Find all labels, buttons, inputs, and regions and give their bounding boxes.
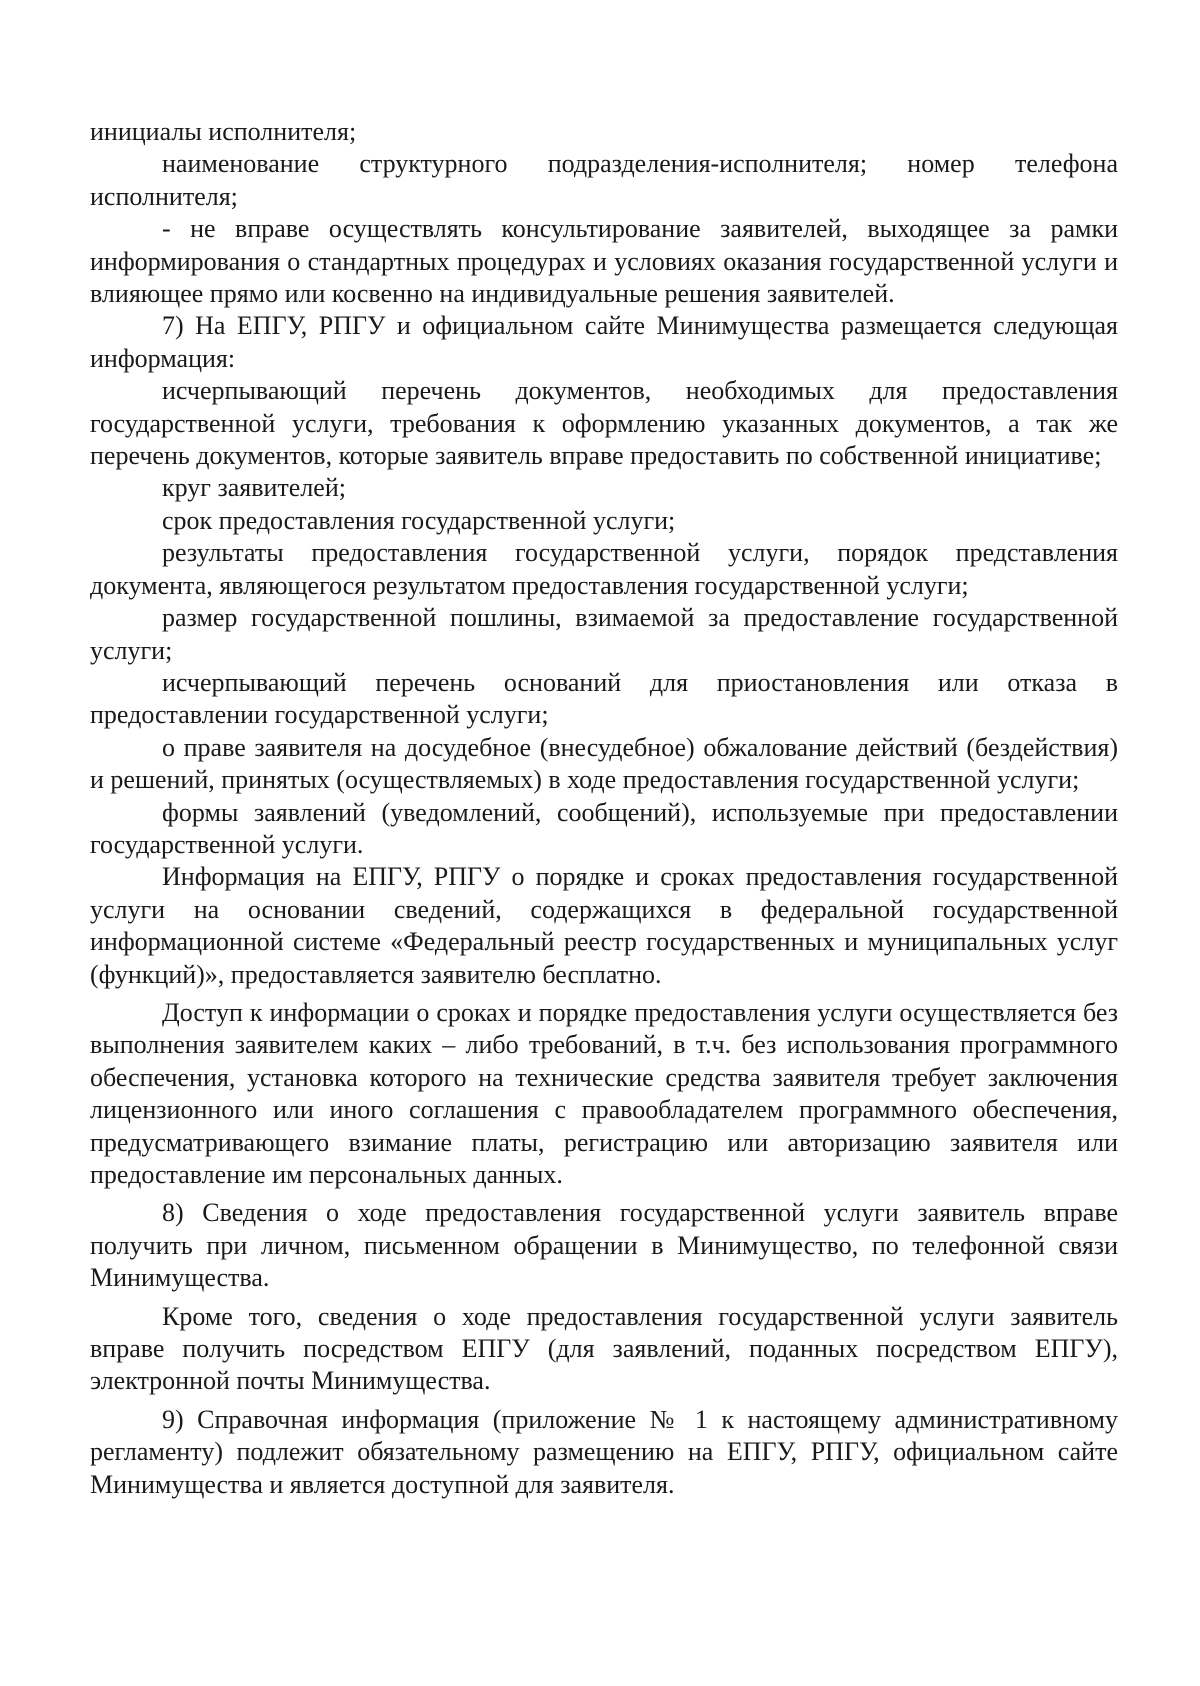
paragraph-item-9-reference: 9) Справочная информация (приложение № 1 к настоящему административному регламенту) подлежит обязательному размещению на ЕПГУ, РПГУ, официальном сайте Минимущества и является доступной для заявителя. bbox=[90, 1404, 1118, 1499]
paragraph-appeal-rights: о праве заявителя на досудебное (внесудебное) обжалование действий (бездействия) и решений, принятых (осуществляемых) в ходе предоставления государственной услуги; bbox=[90, 732, 1118, 795]
paragraph-item-7-heading: 7) На ЕПГУ, РПГУ и официальном сайте Минимущества размещается следующая информация: bbox=[90, 311, 1118, 373]
paragraph-department-phone: наименование структурного подразделения-исполнителя; номер телефона исполнителя; bbox=[90, 149, 1118, 211]
paragraph-consulting-limits: - не вправе осуществлять консультирование заявителей, выходящее за рамки информирования о стандартных процедурах и условиях оказания государственной услуги и влияющее прямо или косвенно на индивидуальные решения заявителей. bbox=[90, 214, 1118, 309]
paragraph-executor-initials: инициалы исполнителя; bbox=[90, 117, 357, 146]
paragraph-service-term: срок предоставления государственной услуги; bbox=[162, 505, 676, 535]
paragraph-service-results: результаты предоставления государственной услуги, порядок представления документа, являющегося результатом предоставления государственной услуги; bbox=[90, 538, 1118, 600]
paragraph-applicants: круг заявителей; bbox=[162, 473, 346, 503]
paragraph-documents-list: исчерпывающий перечень документов, необходимых для предоставления государственной услуги, требования к оформлению указанных документов, а так же перечень документов, которые заявитель вправе предоставить по собственной инициативе; bbox=[90, 376, 1118, 471]
paragraph-free-information: Информация на ЕПГУ, РПГУ о порядке и сроках предоставления государственной услуги на основании сведений, содержащихся в федеральной государственной информационной системе «Федеральный реестр государственных и муниципальных услуг (функций)», предоставляется заявителю бесплатно. bbox=[90, 862, 1118, 989]
document-body bbox=[90, 116, 1118, 1501]
paragraph-refusal-grounds: исчерпывающий перечень оснований для приостановления или отказа в предоставлении государственной услуги; bbox=[90, 667, 1118, 730]
paragraph-application-forms: формы заявлений (уведомлений, сообщений), используемые при предоставлении государственной услуги. bbox=[90, 797, 1118, 859]
paragraph-state-fee: размер государственной пошлины, взимаемой за предоставление государственной услуги; bbox=[90, 603, 1118, 665]
paragraph-item-8-progress: 8) Сведения о ходе предоставления государственной услуги заявитель вправе получить при личном, письменном обращении в Минимущество, по телефонной связи Минимущества. bbox=[90, 1198, 1118, 1293]
paragraph-progress-channels: Кроме того, сведения о ходе предоставления государственной услуги заявитель вправе получить посредством ЕПГУ (для заявлений, поданных посредством ЕПГУ), электронной почты Минимущества. bbox=[90, 1301, 1118, 1396]
paragraph-information-access: Доступ к информации о сроках и порядке предоставления услуги осуществляется без выполнения заявителем каких – либо требований, в т.ч. без использования программного обеспечения, установка которого на технические средства заявителя требует заключения лицензионного или иного соглашения с правообладателем программного обеспечения, предусматривающего взимание платы, регистрацию или авторизацию заявителя или предоставление им персональных данных. bbox=[90, 997, 1118, 1189]
